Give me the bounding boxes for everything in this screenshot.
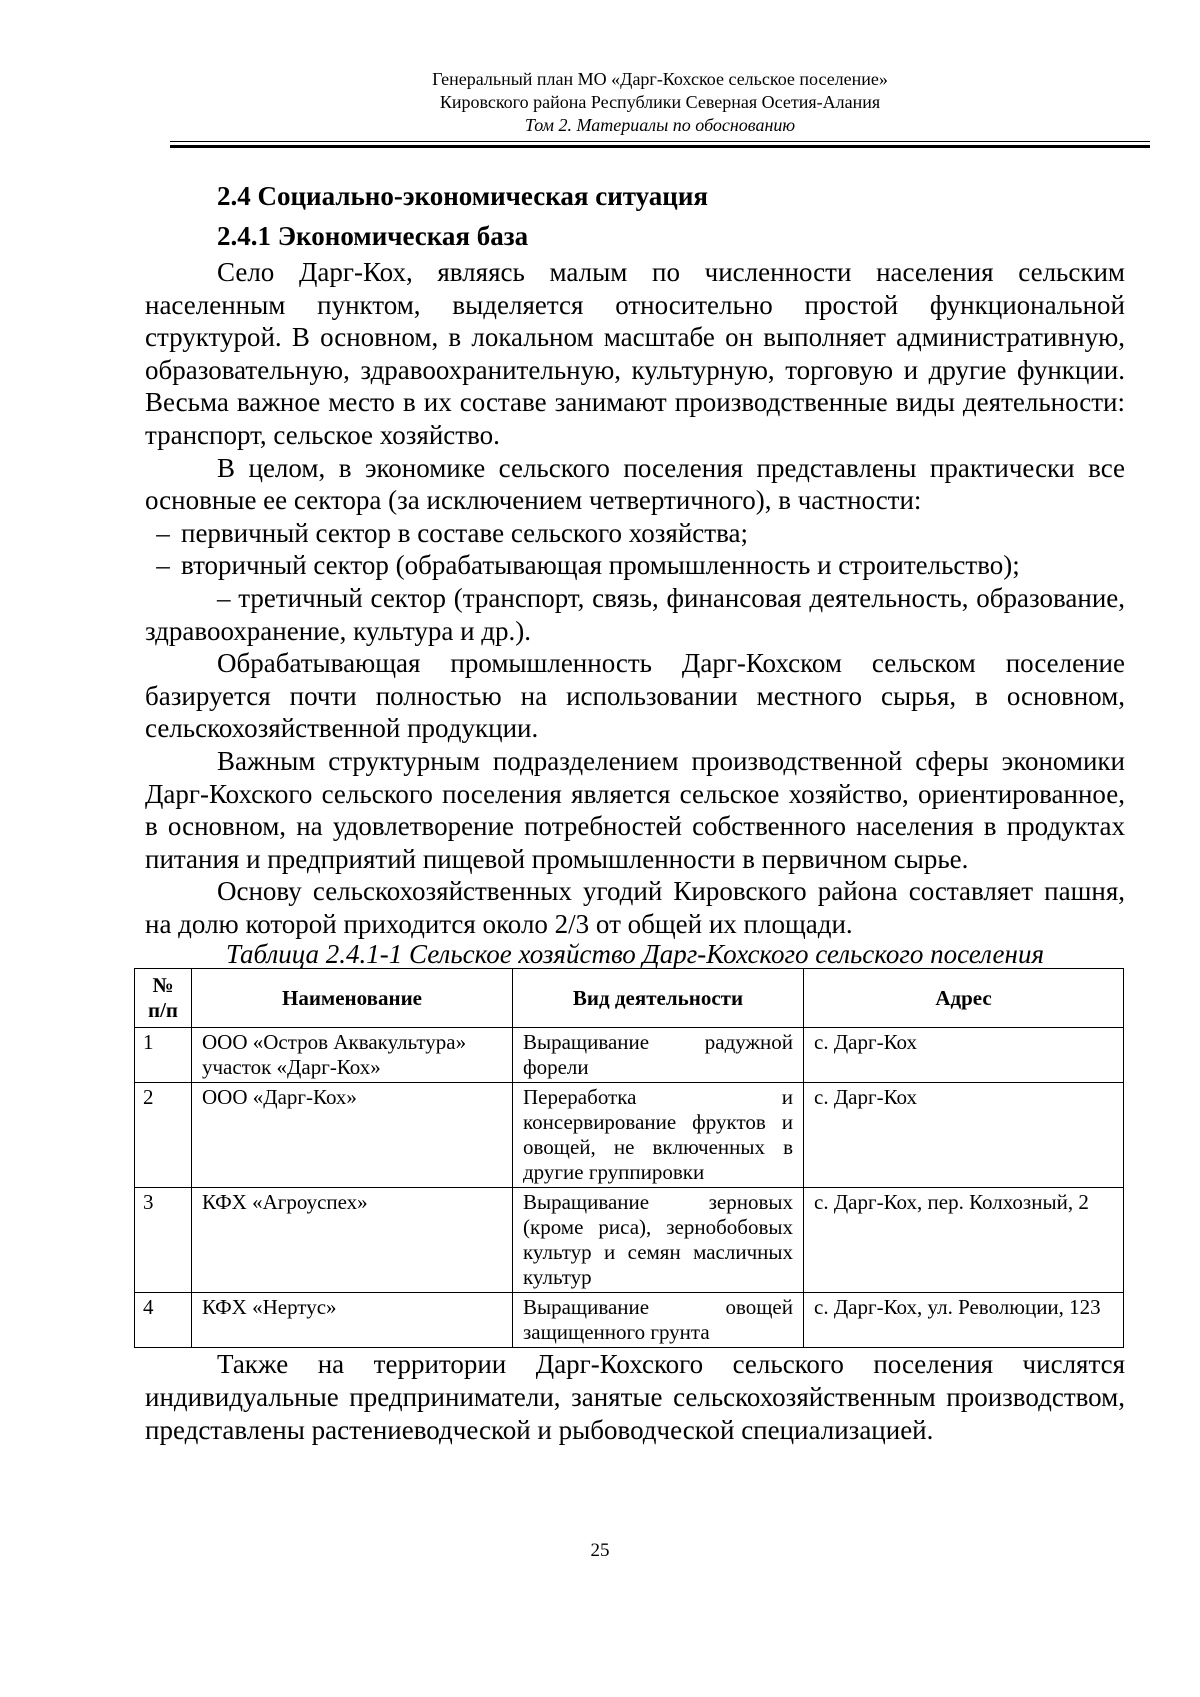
list-item-3 <box>145 582 1125 647</box>
cell-name: КФХ «Нертус» <box>192 1293 513 1348</box>
section-title: 2.4 Социально-экономическая ситуация <box>217 181 709 211</box>
table-row <box>135 1028 1124 1083</box>
list-item-text: первичный сектор в составе сельского хозяйства; <box>181 517 748 548</box>
table-row <box>135 1188 1124 1293</box>
list-dash: – <box>156 550 170 581</box>
table-row <box>135 1083 1124 1188</box>
cell-activity: Переработка и консервирование фруктов и овощей, не включенных в другие группировки <box>513 1083 804 1188</box>
cell-address: с. Дарг-Кох <box>804 1028 1124 1083</box>
cell-activity: Выращивание радужной форели <box>513 1028 804 1083</box>
header-rule-thick <box>170 145 1150 148</box>
cell-number: 4 <box>135 1293 192 1348</box>
paragraph-3: Обрабатывающая промышленность Дарг-Кохском сельском поселение базируется почти полностью на использовании местного сырья, в основном, сельскохозяйственной продукции. <box>145 648 1125 744</box>
list-item-2 <box>145 549 1125 582</box>
page-header <box>170 68 1150 137</box>
header-rule-thin <box>170 141 1150 142</box>
cell-number: 3 <box>135 1188 192 1293</box>
header-line-1: Генеральный план МО «Дарг-Кохское сельское поселение» <box>432 69 888 89</box>
list-dash: – <box>156 517 170 548</box>
subsection-title: 2.4.1 Экономическая база <box>217 221 529 251</box>
list-item-text: вторичный сектор (обрабатывающая промышленность и строительство); <box>181 550 1020 581</box>
cell-name: ООО «Дарг-Кох» <box>192 1083 513 1188</box>
paragraph-2: В целом, в экономике сельского поселения представлены практически все основные ее сектора (за исключением четвертичного), в частности: <box>145 452 1125 516</box>
list-item-1 <box>145 517 1125 550</box>
header-line-2: Кировского района Республики Северная Осетия-Алания <box>439 92 881 112</box>
paragraph-6: Также на территории Дарг-Кохского сельского поселения числятся индивидуальные предприниматели, занятые сельскохозяйственным производством, представлены растениеводческой и рыбоводческой специализацией. <box>145 1349 1125 1445</box>
cell-number: 2 <box>135 1083 192 1188</box>
page-number: 25 <box>590 1540 610 1561</box>
cell-name: КФХ «Агроуспех» <box>192 1188 513 1293</box>
header-name: Наименование <box>192 969 513 1028</box>
header-number: № п/п <box>135 969 192 1028</box>
page-content <box>145 176 1125 1446</box>
cell-number: 1 <box>135 1028 192 1083</box>
header-line-3: Том 2. Материалы по обоснованию <box>524 115 796 135</box>
cell-address: с. Дарг-Кох, ул. Революции, 123 <box>804 1293 1124 1348</box>
cell-address: с. Дарг-Кох <box>804 1083 1124 1188</box>
table-row <box>135 1293 1124 1348</box>
list-item-text: третичный сектор (транспорт, связь, финансовая деятельность, образование, здравоохранение, культура и др.). <box>145 582 1125 646</box>
cell-activity: Выращивание зерновых (кроме риса), зернобобовых культур и семян масличных культур <box>513 1188 804 1293</box>
paragraph-1: Село Дарг-Кох, являясь малым по численности населения сельским населенным пунктом, выделяется относительно простой функциональной структурой. В основном, в локальном масштабе он выполняет административную, образовательную, здравоохранительную, культурную, торговую и другие функции. Весьма важное место в их составе занимают производственные виды деятельности: транспорт, сельское хозяйство. <box>145 257 1125 450</box>
cell-activity: Выращивание овощей защищенного грунта <box>513 1293 804 1348</box>
cell-address: с. Дарг-Кох, пер. Колхозный, 2 <box>804 1188 1124 1293</box>
paragraph-4: Важным структурным подразделением производственной сферы экономики Дарг-Кохского сельского поселения является сельское хозяйство, ориентированное, в основном, на удовлетворение потребностей собственного населения в продуктах питания и предприятий пищевой промышленности в первичном сырье. <box>145 745 1125 874</box>
table-caption: Таблица 2.4.1-1 Сельское хозяйство Дарг-Кохского сельского поселения <box>226 939 1044 970</box>
table-header-row <box>135 969 1124 1028</box>
header-address: Адрес <box>804 969 1124 1028</box>
cell-name: ООО «Остров Аквакультура» участок «Дарг-Кох» <box>192 1028 513 1083</box>
agriculture-table <box>134 968 1124 1348</box>
paragraph-5: Основу сельскохозяйственных угодий Кировского района составляет пашня, на долю которой приходится около 2/3 от общей их площади. <box>145 876 1125 939</box>
list-dash: – <box>217 582 231 613</box>
header-activity: Вид деятельности <box>513 969 804 1028</box>
